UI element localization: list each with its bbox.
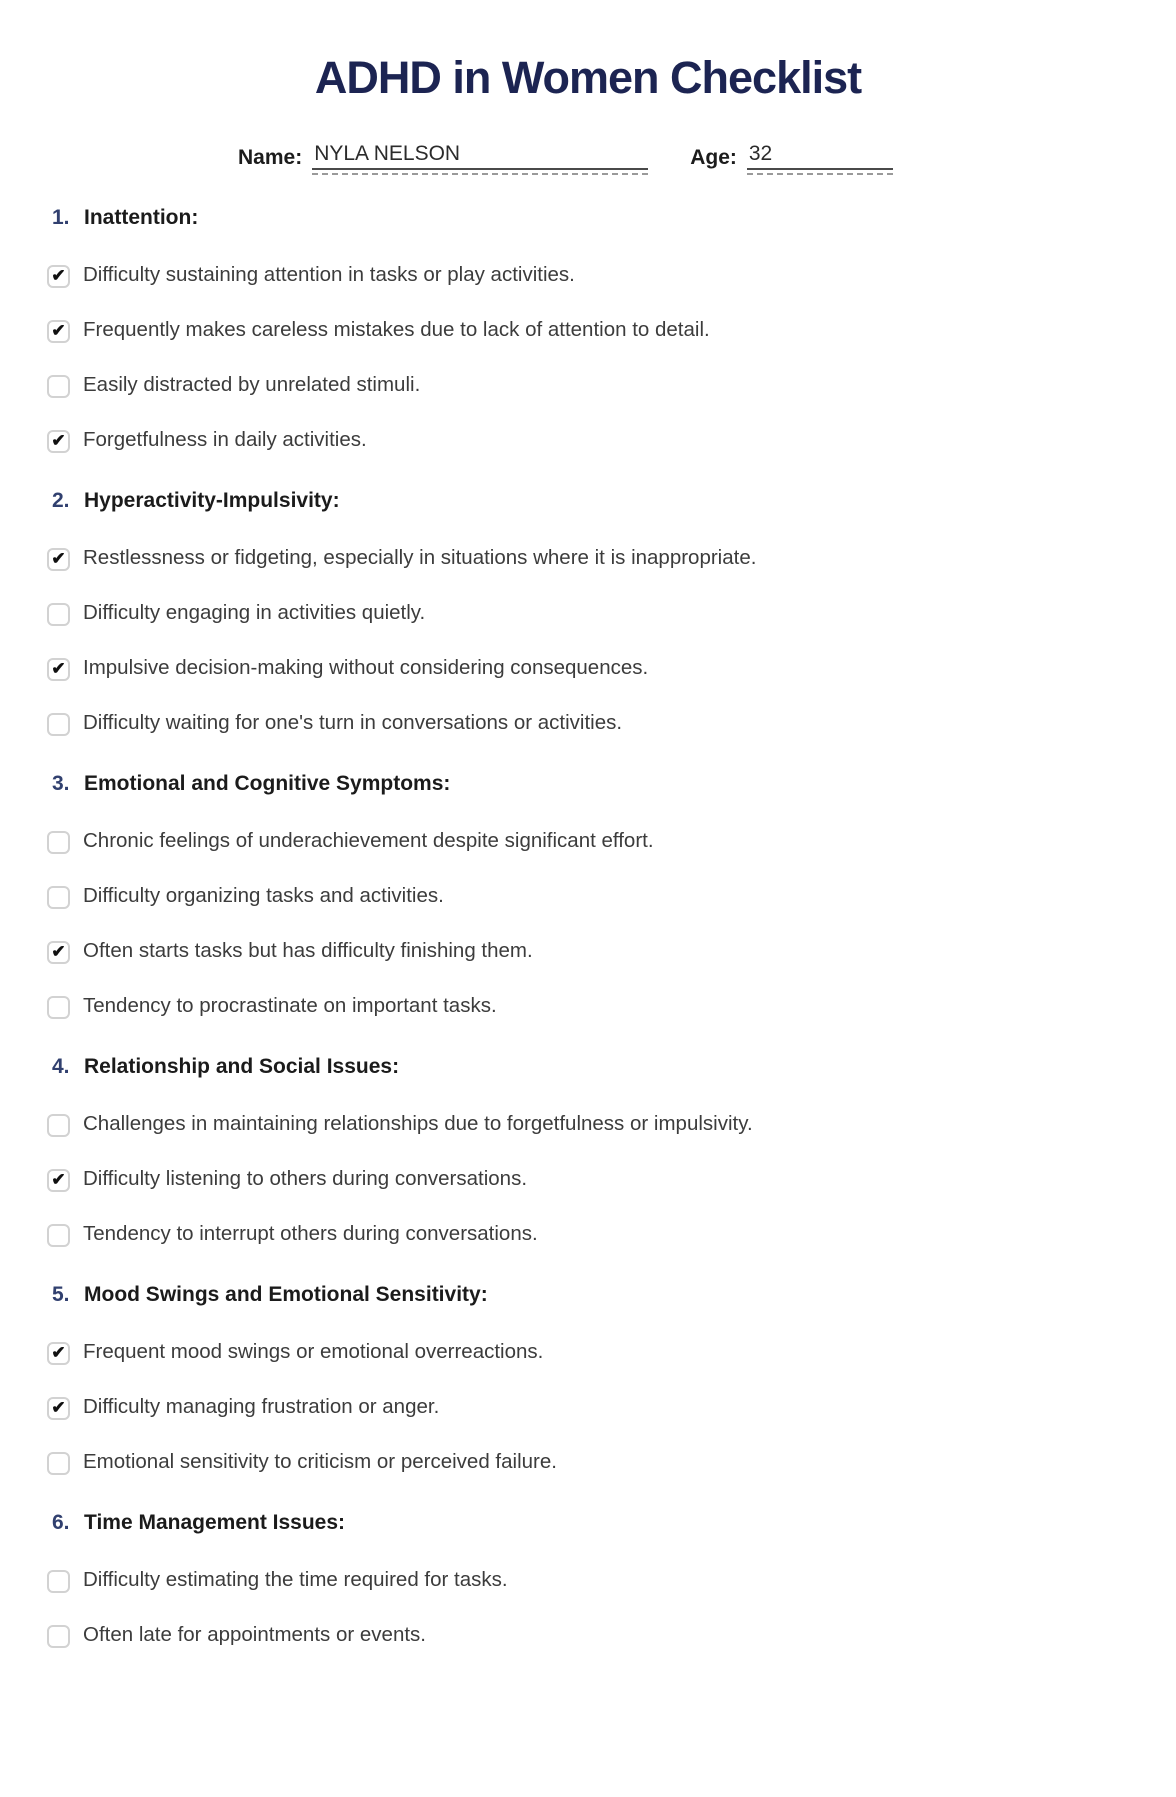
checkmark-icon: ✔ — [51, 1398, 66, 1418]
section-title: Inattention: — [84, 206, 199, 230]
checklist-item-label: Chronic feelings of underachievement despite significant effort. — [83, 828, 654, 852]
checklist-section — [52, 1283, 1136, 1475]
bottom-whitespace — [0, 1677, 1176, 1797]
checklist-item — [52, 938, 1136, 964]
checklist-item — [52, 1111, 1136, 1137]
checklist-item — [52, 1339, 1136, 1365]
checklist-item-label: Difficulty organizing tasks and activities. — [83, 883, 444, 907]
checkbox-checked[interactable] — [47, 1342, 70, 1365]
checkbox-checked[interactable] — [47, 1397, 70, 1420]
section-number: 5. — [52, 1283, 70, 1307]
checklist-item — [52, 1567, 1136, 1593]
checklist-item — [52, 1221, 1136, 1247]
checklist-item-label: Impulsive decision-making without considering consequences. — [83, 655, 649, 679]
section-heading — [52, 772, 1136, 796]
section-number: 4. — [52, 1055, 70, 1079]
checklist-item — [52, 262, 1136, 288]
checklist-item-label: Difficulty sustaining attention in tasks or play activities. — [83, 262, 575, 286]
section-heading — [52, 1511, 1136, 1535]
checkmark-icon: ✔ — [51, 266, 66, 286]
section-number: 1. — [52, 206, 70, 230]
checklist-item — [52, 710, 1136, 736]
checklist-item-label: Challenges in maintaining relationships due to forgetfulness or impulsivity. — [83, 1111, 753, 1135]
checklist-item-label: Difficulty engaging in activities quietly. — [83, 600, 426, 624]
checklist-item — [52, 828, 1136, 854]
checkbox-unchecked[interactable] — [47, 1452, 70, 1475]
age-label: Age: — [690, 146, 737, 170]
section-items — [52, 545, 1136, 736]
checklist-item-label: Tendency to interrupt others during conversations. — [83, 1221, 538, 1245]
checklist — [0, 206, 1176, 1648]
section-items — [52, 262, 1136, 453]
checklist-section — [52, 1055, 1136, 1247]
checkmark-icon: ✔ — [51, 1343, 66, 1363]
section-heading — [52, 489, 1136, 513]
checkmark-icon: ✔ — [51, 1170, 66, 1190]
section-heading — [52, 1055, 1136, 1079]
section-title: Emotional and Cognitive Symptoms: — [84, 772, 451, 796]
section-items — [52, 1339, 1136, 1475]
checklist-section — [52, 772, 1136, 1019]
checklist-item — [52, 1394, 1136, 1420]
checkbox-checked[interactable] — [47, 658, 70, 681]
checkbox-unchecked[interactable] — [47, 1114, 70, 1137]
checklist-item-label: Often starts tasks but has difficulty finishing them. — [83, 938, 533, 962]
checkbox-checked[interactable] — [47, 548, 70, 571]
section-number: 2. — [52, 489, 70, 513]
checklist-item — [52, 372, 1136, 398]
checklist-item — [52, 600, 1136, 626]
section-title: Mood Swings and Emotional Sensitivity: — [84, 1283, 488, 1307]
checklist-item — [52, 545, 1136, 571]
checkmark-icon: ✔ — [51, 659, 66, 679]
checkbox-unchecked[interactable] — [47, 1570, 70, 1593]
checklist-item-label: Difficulty listening to others during conversations. — [83, 1166, 528, 1190]
name-label: Name: — [238, 146, 303, 170]
checkbox-unchecked[interactable] — [47, 886, 70, 909]
checklist-section — [52, 489, 1136, 736]
checkbox-unchecked[interactable] — [47, 713, 70, 736]
checkbox-checked[interactable] — [47, 320, 70, 343]
checklist-item-label: Frequently makes careless mistakes due to lack of attention to detail. — [83, 317, 710, 341]
checkbox-checked[interactable] — [47, 430, 70, 453]
checklist-item-label: Often late for appointments or events. — [83, 1622, 426, 1646]
checklist-item-label: Tendency to procrastinate on important tasks. — [83, 993, 497, 1017]
name-field[interactable]: NYLA NELSON — [312, 142, 648, 170]
checkbox-unchecked[interactable] — [47, 831, 70, 854]
checkbox-unchecked[interactable] — [47, 1224, 70, 1247]
section-items — [52, 828, 1136, 1019]
checklist-item-label: Difficulty estimating the time required for tasks. — [83, 1567, 508, 1591]
checklist-item — [52, 993, 1136, 1019]
checkbox-checked[interactable] — [47, 265, 70, 288]
checklist-item-label: Emotional sensitivity to criticism or perceived failure. — [83, 1449, 557, 1473]
checklist-section — [52, 1511, 1136, 1648]
checklist-section — [52, 206, 1136, 453]
checkbox-checked[interactable] — [47, 1169, 70, 1192]
checklist-item-label: Easily distracted by unrelated stimuli. — [83, 372, 421, 396]
page-title: ADHD in Women Checklist — [314, 52, 862, 103]
checkmark-icon: ✔ — [51, 431, 66, 451]
checklist-item — [52, 655, 1136, 681]
checkbox-unchecked[interactable] — [47, 375, 70, 398]
checklist-item — [52, 427, 1136, 453]
checkmark-icon: ✔ — [51, 549, 66, 569]
section-heading — [52, 206, 1136, 230]
section-items — [52, 1567, 1136, 1648]
checklist-item — [52, 317, 1136, 343]
checkbox-unchecked[interactable] — [47, 603, 70, 626]
checklist-item — [52, 1449, 1136, 1475]
section-title: Relationship and Social Issues: — [84, 1055, 400, 1079]
checklist-item — [52, 1166, 1136, 1192]
section-items — [52, 1111, 1136, 1247]
section-heading — [52, 1283, 1136, 1307]
checklist-item-label: Forgetfulness in daily activities. — [83, 427, 367, 451]
checklist-item — [52, 1622, 1136, 1648]
checkbox-unchecked[interactable] — [47, 996, 70, 1019]
checklist-item-label: Difficulty waiting for one's turn in conversations or activities. — [83, 710, 623, 734]
name-age-row — [238, 142, 1176, 170]
section-number: 6. — [52, 1511, 70, 1535]
section-title: Time Management Issues: — [84, 1511, 346, 1535]
checklist-item-label: Frequent mood swings or emotional overreactions. — [83, 1339, 544, 1363]
checkbox-checked[interactable] — [47, 941, 70, 964]
section-number: 3. — [52, 772, 70, 796]
checklist-item-label: Difficulty managing frustration or anger. — [83, 1394, 440, 1418]
age-field[interactable]: 32 — [747, 142, 893, 170]
checkbox-unchecked[interactable] — [47, 1625, 70, 1648]
section-title: Hyperactivity-Impulsivity: — [84, 489, 340, 513]
checklist-item — [52, 883, 1136, 909]
checkmark-icon: ✔ — [51, 942, 66, 962]
checkmark-icon: ✔ — [51, 321, 66, 341]
checklist-item-label: Restlessness or fidgeting, especially in situations where it is inappropriate. — [83, 545, 757, 569]
